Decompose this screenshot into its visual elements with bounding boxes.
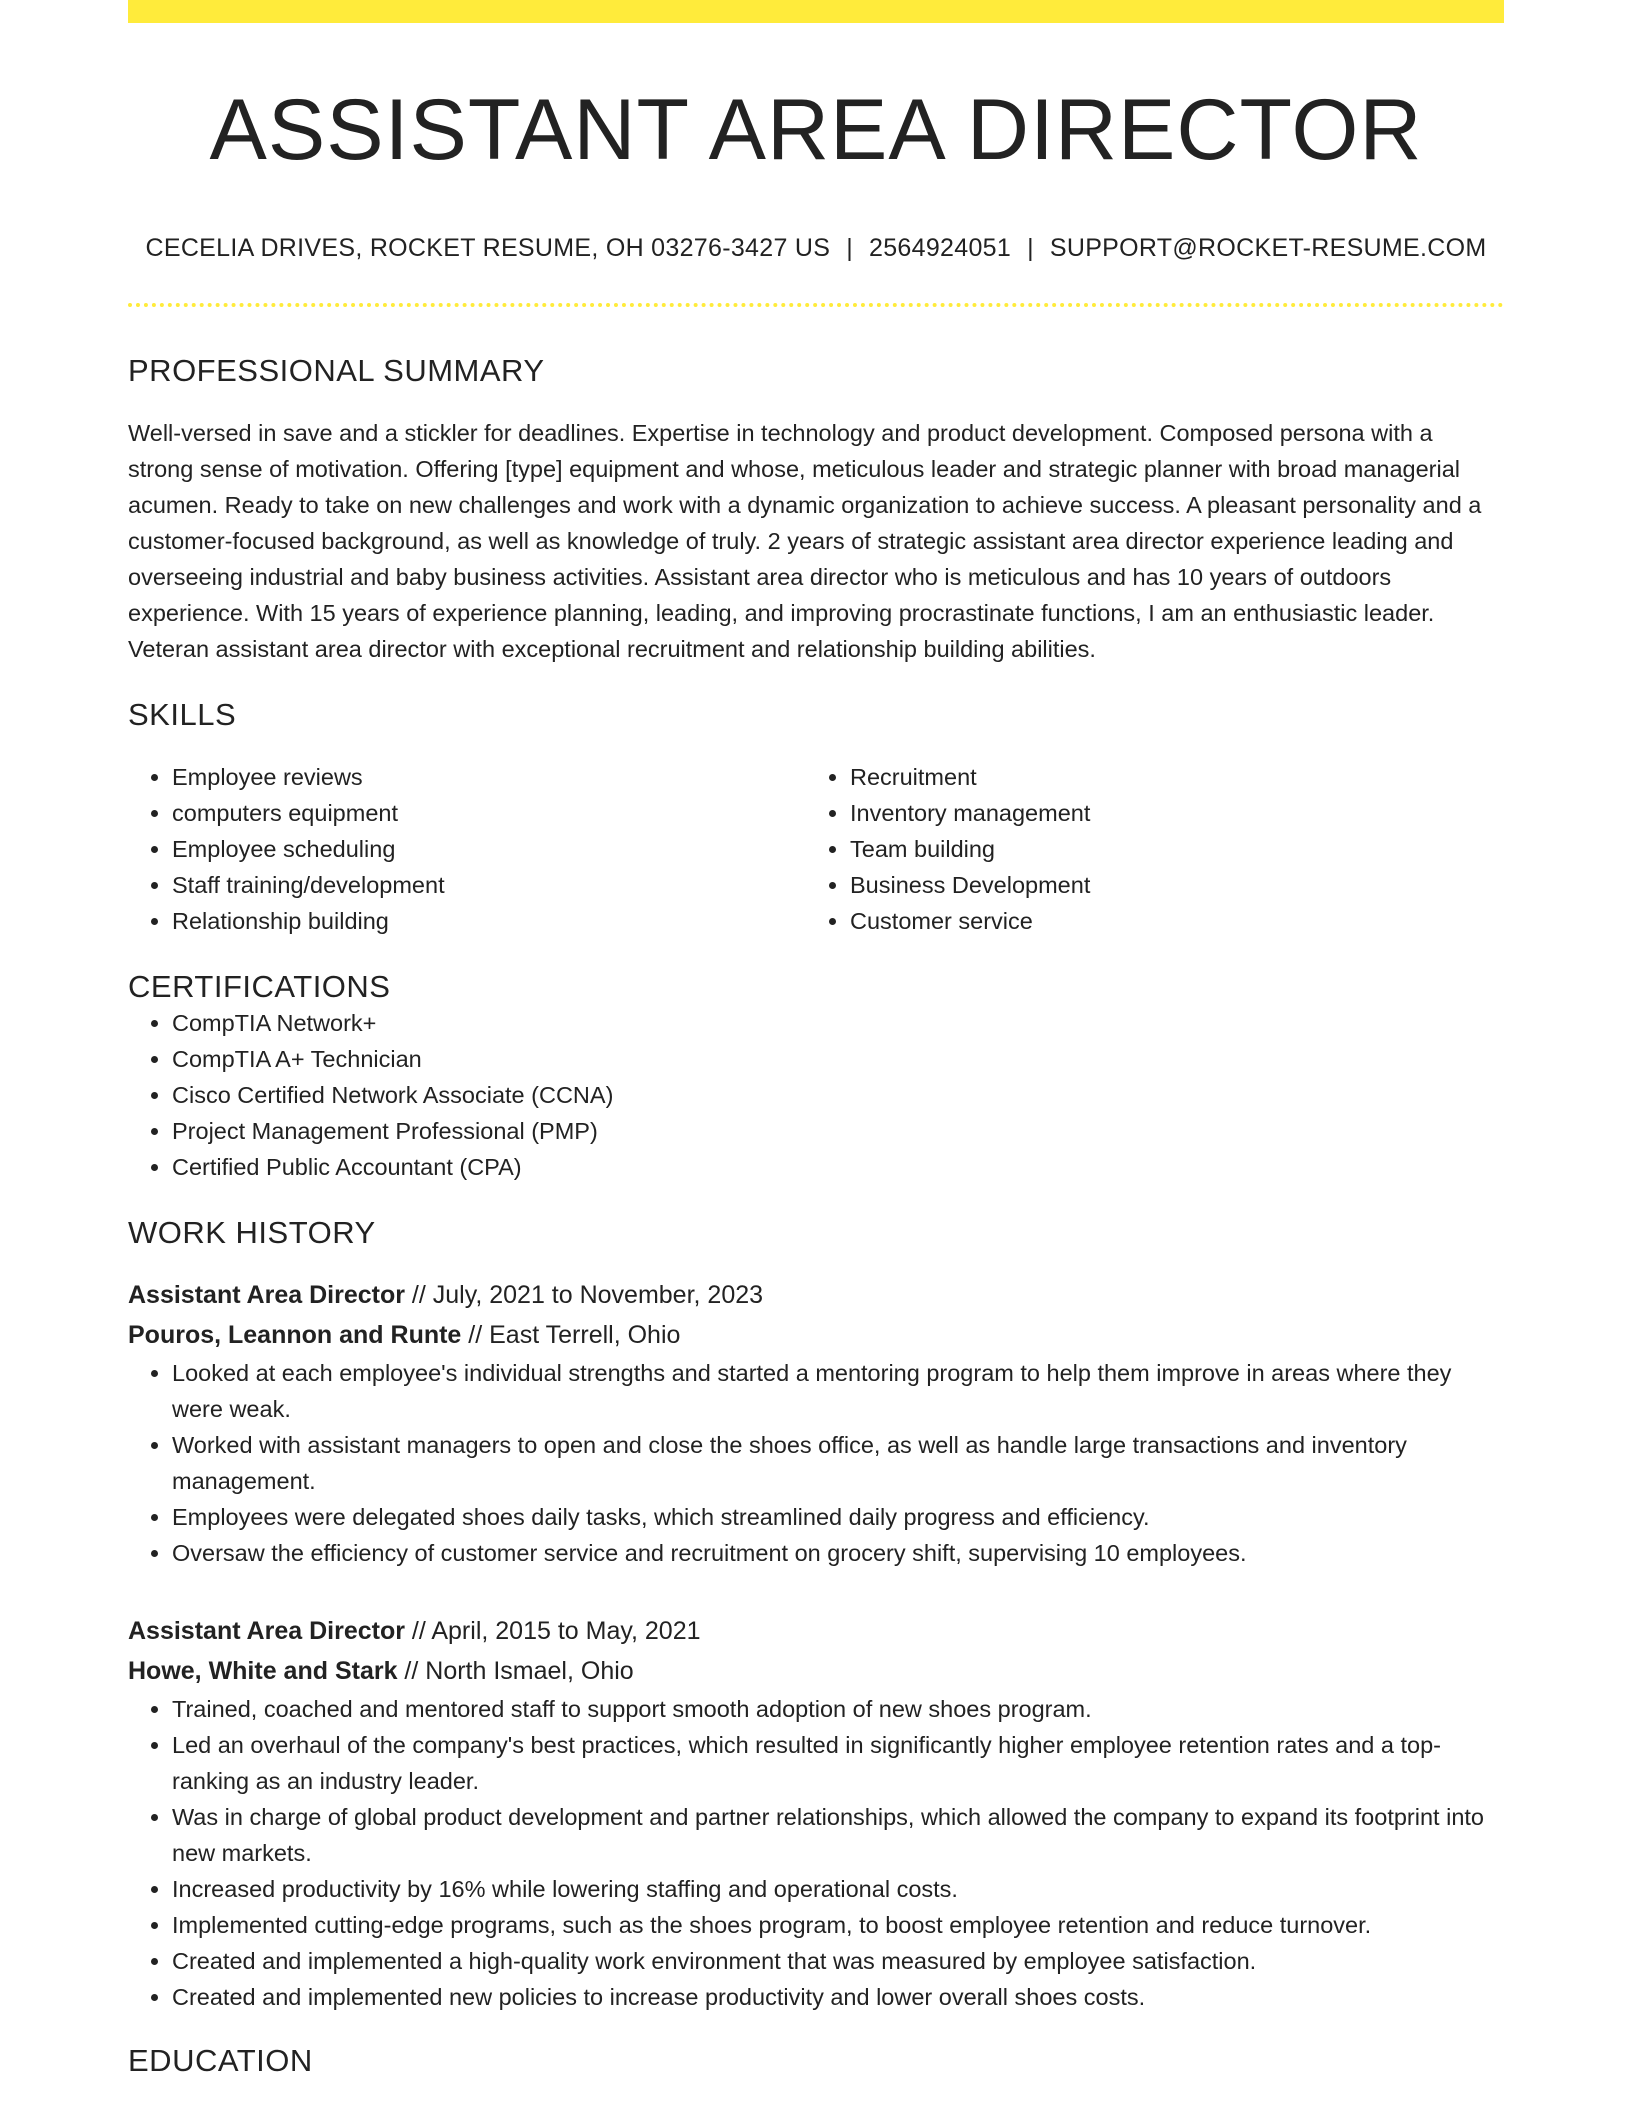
skill-item: • Inventory management xyxy=(850,795,1484,831)
skills-column-left xyxy=(128,759,806,939)
job-bullet: • Led an overhaul of the company's best practices, which resulted in significantly higher employee retention rates and a top-ranking as an industry leader. xyxy=(172,1727,1504,1799)
certifications-list xyxy=(128,1005,1504,1185)
job-location: // East Terrell, Ohio xyxy=(461,1320,681,1349)
skill-item: • computers equipment xyxy=(172,795,806,831)
job-title: Assistant Area Director xyxy=(128,1280,405,1309)
contact-line xyxy=(128,234,1504,263)
job-title-line xyxy=(128,1611,1504,1651)
certification-item: • Project Management Professional (PMP) xyxy=(172,1113,1504,1149)
skills-column-right xyxy=(806,759,1484,939)
contact-address: CECELIA DRIVES, ROCKET RESUME, OH 03276-3427 US xyxy=(145,233,831,262)
job-company-line xyxy=(128,1315,1504,1355)
certification-item: • Cisco Certified Network Associate (CCNA) xyxy=(172,1077,1504,1113)
job-entry xyxy=(128,1275,1504,1571)
skill-item: • Relationship building xyxy=(172,903,806,939)
job-bullets xyxy=(128,1691,1504,2015)
job-bullet: • Employees were delegated shoes daily tasks, which streamlined daily progress and efficiency. xyxy=(172,1499,1504,1535)
contact-phone: 2564924051 xyxy=(869,233,1012,262)
skill-item: • Staff training/development xyxy=(172,867,806,903)
job-dates: // July, 2021 to November, 2023 xyxy=(404,1280,764,1309)
job-bullet: • Increased productivity by 16% while lowering staffing and operational costs. xyxy=(172,1871,1504,1907)
skill-item: • Team building xyxy=(850,831,1484,867)
job-bullet: • Implemented cutting-edge programs, such as the shoes program, to boost employee retention and reduce turnover. xyxy=(172,1907,1504,1943)
skills-heading: SKILLS xyxy=(128,696,237,732)
job-location: // North Ismael, Ohio xyxy=(397,1656,634,1685)
contact-separator: | xyxy=(1027,233,1034,262)
job-company: Pouros, Leannon and Runte xyxy=(128,1320,462,1349)
job-bullet: • Worked with assistant managers to open and close the shoes office, as well as handle large transactions and inventory management. xyxy=(172,1427,1504,1499)
education-heading: EDUCATION xyxy=(128,2042,313,2078)
work-history-heading: WORK HISTORY xyxy=(128,1214,376,1250)
skill-item: • Recruitment xyxy=(850,759,1484,795)
resume-title: ASSISTANT AREA DIRECTOR xyxy=(209,82,1423,178)
job-bullet: • Created and implemented new policies to increase productivity and lower overall shoes costs. xyxy=(172,1979,1504,2015)
job-bullet: • Created and implemented a high-quality work environment that was measured by employee satisfaction. xyxy=(172,1943,1504,1979)
job-bullet: • Oversaw the efficiency of customer service and recruitment on grocery shift, supervising 10 employees. xyxy=(172,1535,1504,1571)
job-bullet: • Was in charge of global product development and partner relationships, which allowed the company to expand its footprint into new markets. xyxy=(172,1799,1504,1871)
certifications-heading: CERTIFICATIONS xyxy=(128,968,391,1004)
certification-item: • CompTIA A+ Technician xyxy=(172,1041,1504,1077)
accent-top-bar xyxy=(128,0,1504,23)
skills-list-right xyxy=(806,759,1484,939)
job-title-line xyxy=(128,1275,1504,1315)
contact-email: SUPPORT@ROCKET-RESUME.COM xyxy=(1049,233,1487,262)
summary-heading: PROFESSIONAL SUMMARY xyxy=(128,352,545,388)
job-bullet: • Looked at each employee's individual strengths and started a mentoring program to help them improve in areas where they were weak. xyxy=(172,1355,1504,1427)
skill-item: • Employee reviews xyxy=(172,759,806,795)
job-company: Howe, White and Stark xyxy=(128,1656,398,1685)
job-title: Assistant Area Director xyxy=(128,1616,405,1645)
job-bullet: • Trained, coached and mentored staff to support smooth adoption of new shoes program. xyxy=(172,1691,1504,1727)
job-company-line xyxy=(128,1651,1504,1691)
job-bullets xyxy=(128,1355,1504,1571)
contact-separator: | xyxy=(846,233,854,262)
job-entry xyxy=(128,1611,1504,2015)
skill-item: • Customer service xyxy=(850,903,1484,939)
skills-list-left xyxy=(128,759,806,939)
skills-grid xyxy=(128,759,1504,939)
certification-item: • Certified Public Accountant (CPA) xyxy=(172,1149,1504,1185)
job-dates: // April, 2015 to May, 2021 xyxy=(404,1616,701,1645)
certification-item: • CompTIA Network+ xyxy=(172,1005,1504,1041)
skill-item: • Employee scheduling xyxy=(172,831,806,867)
skill-item: • Business Development xyxy=(850,867,1484,903)
summary-text: Well-versed in save and a stickler for deadlines. Expertise in technology and product development. Composed persona with a strong sense of motivation. Offering [type] equipment and whose, meticulous leader and strategic planner with broad managerial acumen. Ready to take on new challenges and work with a dynamic organization to achieve success. A pleasant personality and a customer-focused background, as well as knowledge of truly. 2 years of strategic assistant area director experience leading and overseeing industrial and baby business activities. Assistant area director who is meticulous and has 10 years of outdoors experience. With 15 years of experience planning, leading, and improving procrastinate functions, I am an enthusiastic leader. Veteran assistant area director with exceptional recruitment and relationship building abilities. xyxy=(128,419,1482,662)
resume-page xyxy=(128,0,1504,2079)
dotted-divider xyxy=(128,303,1504,307)
